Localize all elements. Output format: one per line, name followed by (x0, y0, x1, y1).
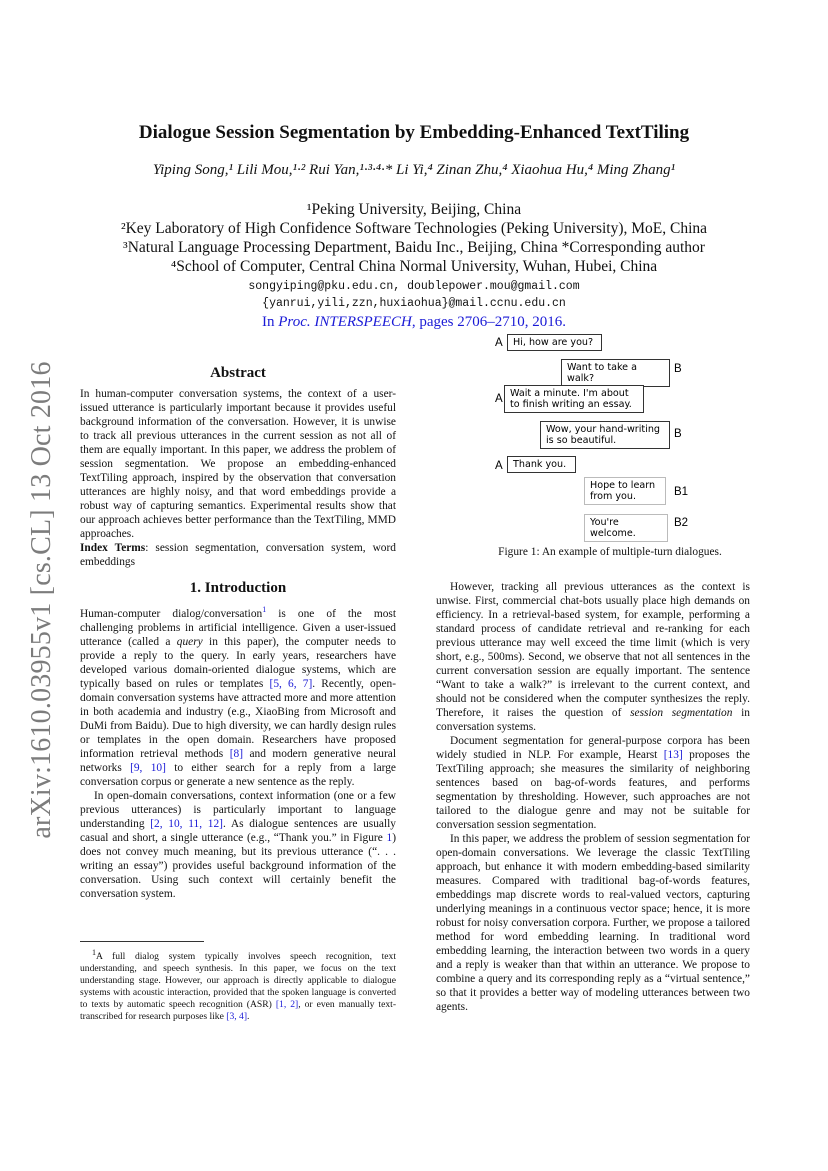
affiliation-3: ³Natural Language Processing Department, Baidu Inc., Beijing, China *Corresponding author (123, 239, 705, 256)
index-terms: Index Terms: session segmentation, conversation system, word embeddings (80, 542, 396, 568)
utterance-bubble: Wait a minute. I'm about to finish writing an essay. (504, 385, 644, 413)
footnote-link[interactable]: 1 (262, 605, 267, 614)
footnote: $^1$A full dialog system typically involves speech recognition, text understanding, and speech synthesis. In this paper, we focus on the text understanding stage. However, our approach is directly applicable to dialogue systems with acoustic interaction, provided that the spoken language is converted to texts by automatic speech recognition (ASR) [1, 2], or even manually text-transcribed for research purposes like [3, 4]. (80, 948, 397, 1023)
utterance-bubble: Wow, your hand-writing is so beautiful. (540, 421, 670, 449)
author-list: Yiping Song,¹ Lili Mou,¹·² Rui Yan,¹·³·⁴·* Li Yi,⁴ Zinan Zhu,⁴ Xiaohua Hu,⁴ Ming Zhang¹ (152, 162, 676, 178)
citation-link[interactable]: [2, 10, 11, 12] (150, 817, 223, 830)
intro-heading: 1. Introduction (189, 580, 287, 596)
speaker-label: A (495, 337, 503, 349)
email-line-2: {yanrui,yili,zzn,huxiaohua}@mail.ccnu.edu.cn (262, 297, 566, 310)
email-line-1: songyiping@pku.edu.cn, doublepower.mou@gmail.com (248, 280, 580, 293)
affiliation-1: ¹Peking University, Beijing, China (306, 201, 522, 218)
intro-paragraph-1: Human-computer dialog/conversation$^1$ is one of the most challenging problems in artificial intelligence. Given a user-issued utterance (called a query in this paper), the computer needs to provide a reply to the query. In early years, researchers have developed various domain-oriented dialogue systems, which are typically based on rules or templates [5, 6, 7]. Recently, open-domain conversation systems have attracted more and more attention in both academia and industry (e.g., XiaoBing from Microsoft and DuMi from Baidu). Due to high diversity, we can hardly design rules or templates in the open domain. Researchers have proposed information retrieval methods [8] and modern generative neural networks [9, 10] to either search for a reply from a large conversation corpus or generate a new sentence as the reply. (80, 605, 396, 788)
body-paragraph: Document segmentation for general-purpose corpora has been widely studied in NLP. For example, Hearst [13] proposes the TextTiling approach; she measures the similarity of neighboring sentences based on bag-of-words features, and performs segmentation by thresholding. However, such approaches are not tailored to the dialogue genre and may not be suitable for conversation session segmentation. (436, 735, 750, 831)
utterance-bubble: Want to take a walk? (561, 359, 670, 387)
abstract-heading: Abstract (210, 365, 266, 381)
citation-link[interactable]: [5, 6, 7] (269, 677, 313, 690)
intro-paragraph-2: In open-domain conversations, context information (one or a few previous utterances) is particularly important to language understanding [2, 10, 11, 12]. As dialogue sentences are usually casual and short, a single utterance (e.g., “Thank you.” in Figure 1) does not convey much meaning, but its previous utterance (“. . . writing an essay”) provides useful background information of the conversation. Using such context will certainly benefit the conversation system. (80, 789, 396, 900)
affiliation-4: ⁴School of Computer, Central China Normal University, Wuhan, Hubei, China (170, 258, 658, 275)
speaker-label: B1 (674, 486, 689, 498)
speaker-label: A (495, 393, 503, 405)
body-paragraph: In this paper, we address the problem of session segmentation for open-domain conversations. We leverage the classic TextTiling approach, but enhance it with modern embedding-based similarity measures. Compared with traditional bag-of-words features, embeddings map discrete words to real-valued vectors, capturing underlying meanings in a continuous vector space; hence, it is more robust for noisy conversation corpora. Further, we propose a tailored method for word embedding learning. In traditional word embedding learning, the interaction between two words in a query and a reply is weaker than that within an utterance. We propose to combine a query and its corresponding reply as a “virtual sentence,” so that it provides a better way of modeling utterances between two agents. (436, 833, 750, 1013)
affiliation-2: ²Key Laboratory of High Confidence Software Technologies (Peking University), MoE, China (120, 220, 708, 237)
arxiv-sidebar (22, 360, 62, 840)
abstract-text: In human-computer conversation systems, the context of a user-issued utterance is particularly important because it provides useful background information of the conversation. However, it is unwise to track all previous utterances in the current session as not all of them are equally important. In this paper, we address the problem of session segmentation. We propose an embedding-enhanced TextTiling approach, inspired by the observation that conversation utterances are highly noisy, and that word embeddings provide a robust way of capturing semantics. Experimental results show that our approach achieves better performance than the TextTiling, MMD approaches. (80, 388, 396, 540)
venue-link[interactable]: In Proc. INTERSPEECH, pages 2706–2710, 2016. (262, 314, 566, 330)
figure-link[interactable]: 1 (386, 831, 393, 844)
arxiv-id: arXiv:1610.03955v1 [cs.CL] 13 Oct 2016 (26, 361, 57, 839)
citation-link[interactable]: [9, 10] (130, 761, 166, 774)
speaker-label: B (674, 428, 682, 440)
utterance-bubble: You're welcome. (584, 514, 668, 542)
utterance-bubble: Hi, how are you? (507, 334, 602, 351)
right-column (436, 580, 750, 1014)
speaker-label: B (674, 363, 682, 375)
figure-caption: Figure 1: An example of multiple-turn dialogues. (498, 546, 722, 558)
citation-link[interactable]: [3, 4] (226, 1011, 248, 1023)
citation-link[interactable]: [13] (663, 749, 683, 761)
speaker-label: A (495, 460, 503, 472)
utterance-bubble: Hope to learn from you. (584, 477, 666, 505)
speaker-label: B2 (674, 517, 689, 529)
citation-link[interactable]: [8] (229, 747, 244, 760)
footnote-rule (80, 941, 204, 942)
utterance-bubble: Thank you. (507, 456, 576, 473)
citation-link[interactable]: [1, 2] (275, 999, 299, 1011)
paper-title: Dialogue Session Segmentation by Embedding-Enhanced TextTiling (138, 122, 690, 143)
left-column (80, 366, 396, 901)
body-paragraph: However, tracking all previous utterances as the context is unwise. First, commercial chat-bots usually place high demands on efficiency. In a retrieval-based system, for example, performing a standard process of candidate retrieval and re-ranking for each previous utterance may well exceed the time limit (which is very short, e.g., 500ms). Second, we observe that not all sentences in the current conversation session are equally important. The sentence “Want to take a walk?” is irrelevant to the current context, and should not be considered when the computer synthesizes the reply. Therefore, it raises the question of session segmentation in conversation systems. (436, 581, 750, 733)
